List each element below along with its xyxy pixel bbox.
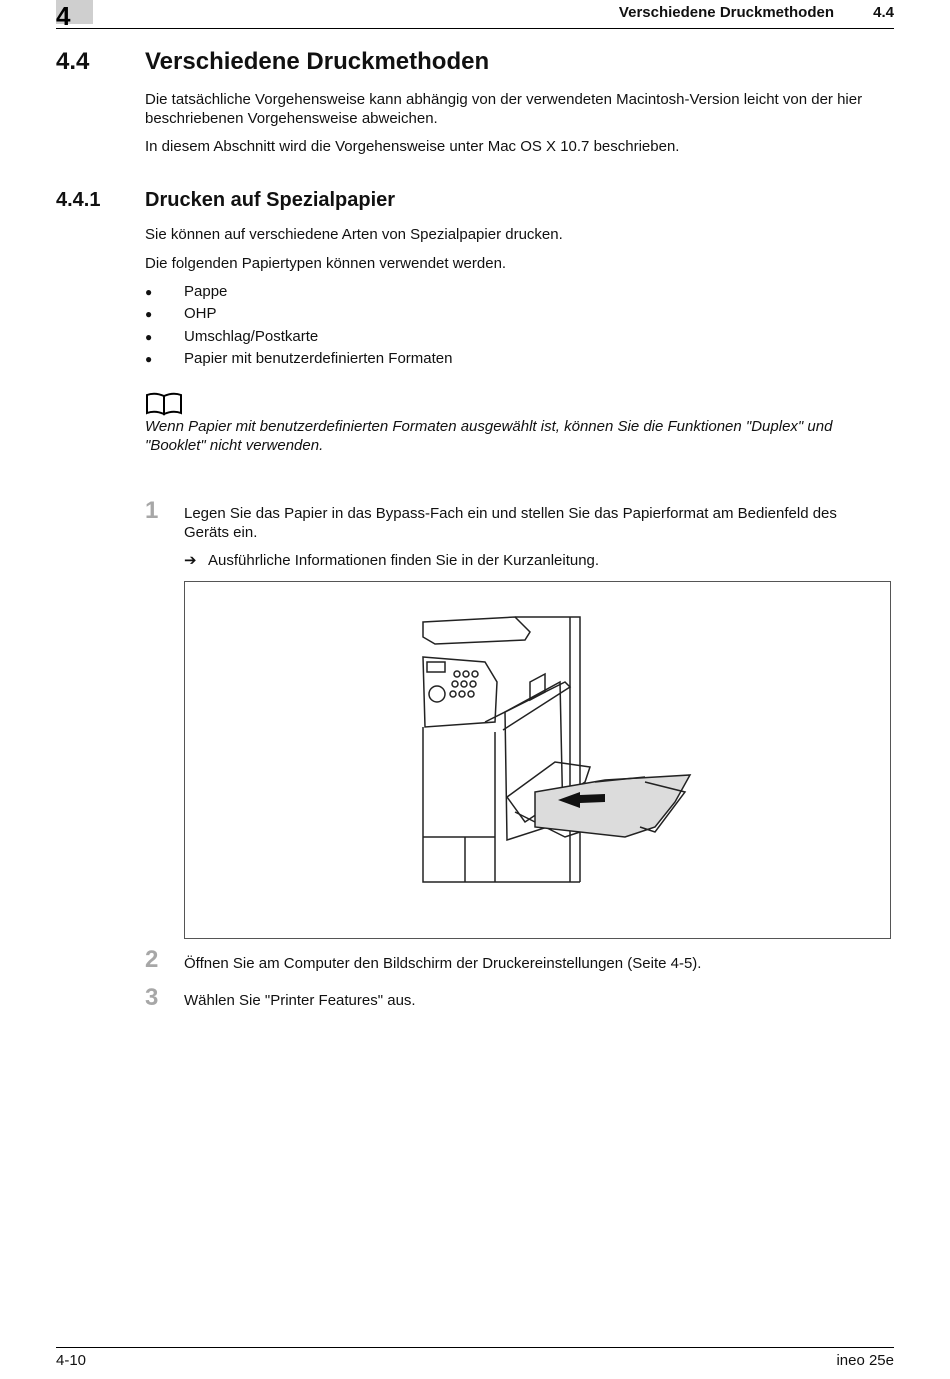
running-title: Verschiedene Druckmethoden — [618, 4, 834, 21]
note-text: Wenn Papier mit benutzerdefinierten Formaten ausgewählt ist, können Sie die Funktionen "Duplex" und "Booklet" nicht verwenden. — [145, 418, 833, 454]
running-section: 4.4 — [873, 4, 894, 21]
step-text: Wählen Sie "Printer Features" aus. — [184, 992, 416, 1009]
figure-bypass-tray — [184, 581, 891, 939]
bullet-icon: ● — [145, 285, 153, 299]
arrow-right-icon: ➔ — [184, 552, 197, 569]
product-name: ineo 25e — [836, 1352, 894, 1369]
page-number: 4-10 — [56, 1352, 87, 1369]
subsection-heading — [56, 189, 395, 212]
step-number: 1 — [145, 497, 159, 524]
header-rule — [56, 28, 894, 29]
intro-paragraph-2: In diesem Abschnitt wird die Vorgehensweise unter Mac OS X 10.7 beschrieben. — [145, 138, 680, 155]
section-heading — [56, 48, 489, 76]
step-detail — [184, 551, 599, 570]
subsection-number: 4.4.1 — [56, 189, 101, 211]
list-item: ● OHP — [145, 305, 217, 322]
subsection-title: Drucken auf Spezialpapier — [145, 189, 396, 211]
subsection-paragraph-2: Die folgenden Papiertypen können verwendet werden. — [145, 255, 507, 272]
step-text: Legen Sie das Papier in das Bypass-Fach ein und stellen Sie das Papierformat am Bedienfeld des Geräts ein. — [184, 505, 837, 541]
section-number: 4.4 — [56, 48, 90, 75]
list-item: ● Pappe — [145, 283, 228, 300]
list-item: ● Papier mit benutzerdefinierten Formaten — [145, 350, 453, 367]
chapter-number: 4 — [56, 1, 71, 31]
section-title: Verschiedene Druckmethoden — [145, 48, 490, 75]
bullet-icon: ● — [145, 352, 153, 366]
step-number: 3 — [145, 984, 159, 1011]
intro-paragraph-1: Die tatsächliche Vorgehensweise kann abhängig von der verwendeten Macintosh-Version leicht von der hier beschriebenen Vorgehensweise abweichen. — [145, 91, 863, 127]
step-text: Öffnen Sie am Computer den Bildschirm der Druckereinstellungen (Seite 4-5). — [184, 955, 702, 972]
step-detail-text: Ausführliche Informationen finden Sie in der Kurzanleitung. — [208, 552, 600, 569]
footer-rule — [56, 1347, 894, 1348]
bullet-icon: ● — [145, 330, 153, 344]
bullet-icon: ● — [145, 307, 153, 321]
list-item: ● Umschlag/Postkarte — [145, 328, 319, 345]
printer-illustration — [185, 582, 892, 940]
step-number: 2 — [145, 946, 159, 973]
subsection-paragraph-1: Sie können auf verschiedene Arten von Spezialpapier drucken. — [145, 226, 563, 243]
